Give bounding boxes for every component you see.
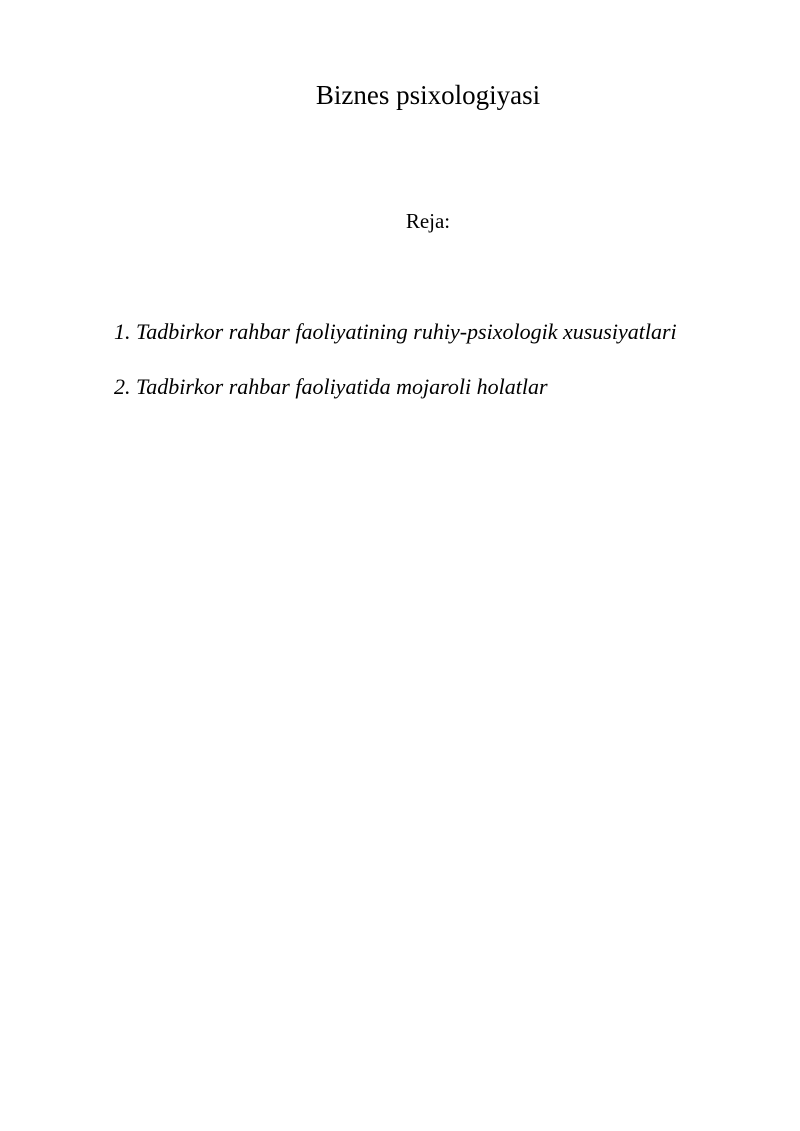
- plan-item-2: 2. Tadbirkor rahbar faoliyatida mojaroli holatlar: [114, 374, 548, 399]
- plan-heading: Reja:: [405, 209, 451, 233]
- plan-list: [114, 317, 677, 427]
- plan-item-1: 1. Tadbirkor rahbar faoliyatining ruhiy-psixologik xususiyatlari: [114, 319, 677, 344]
- document-title: Biznes psixologiyasi: [315, 80, 541, 110]
